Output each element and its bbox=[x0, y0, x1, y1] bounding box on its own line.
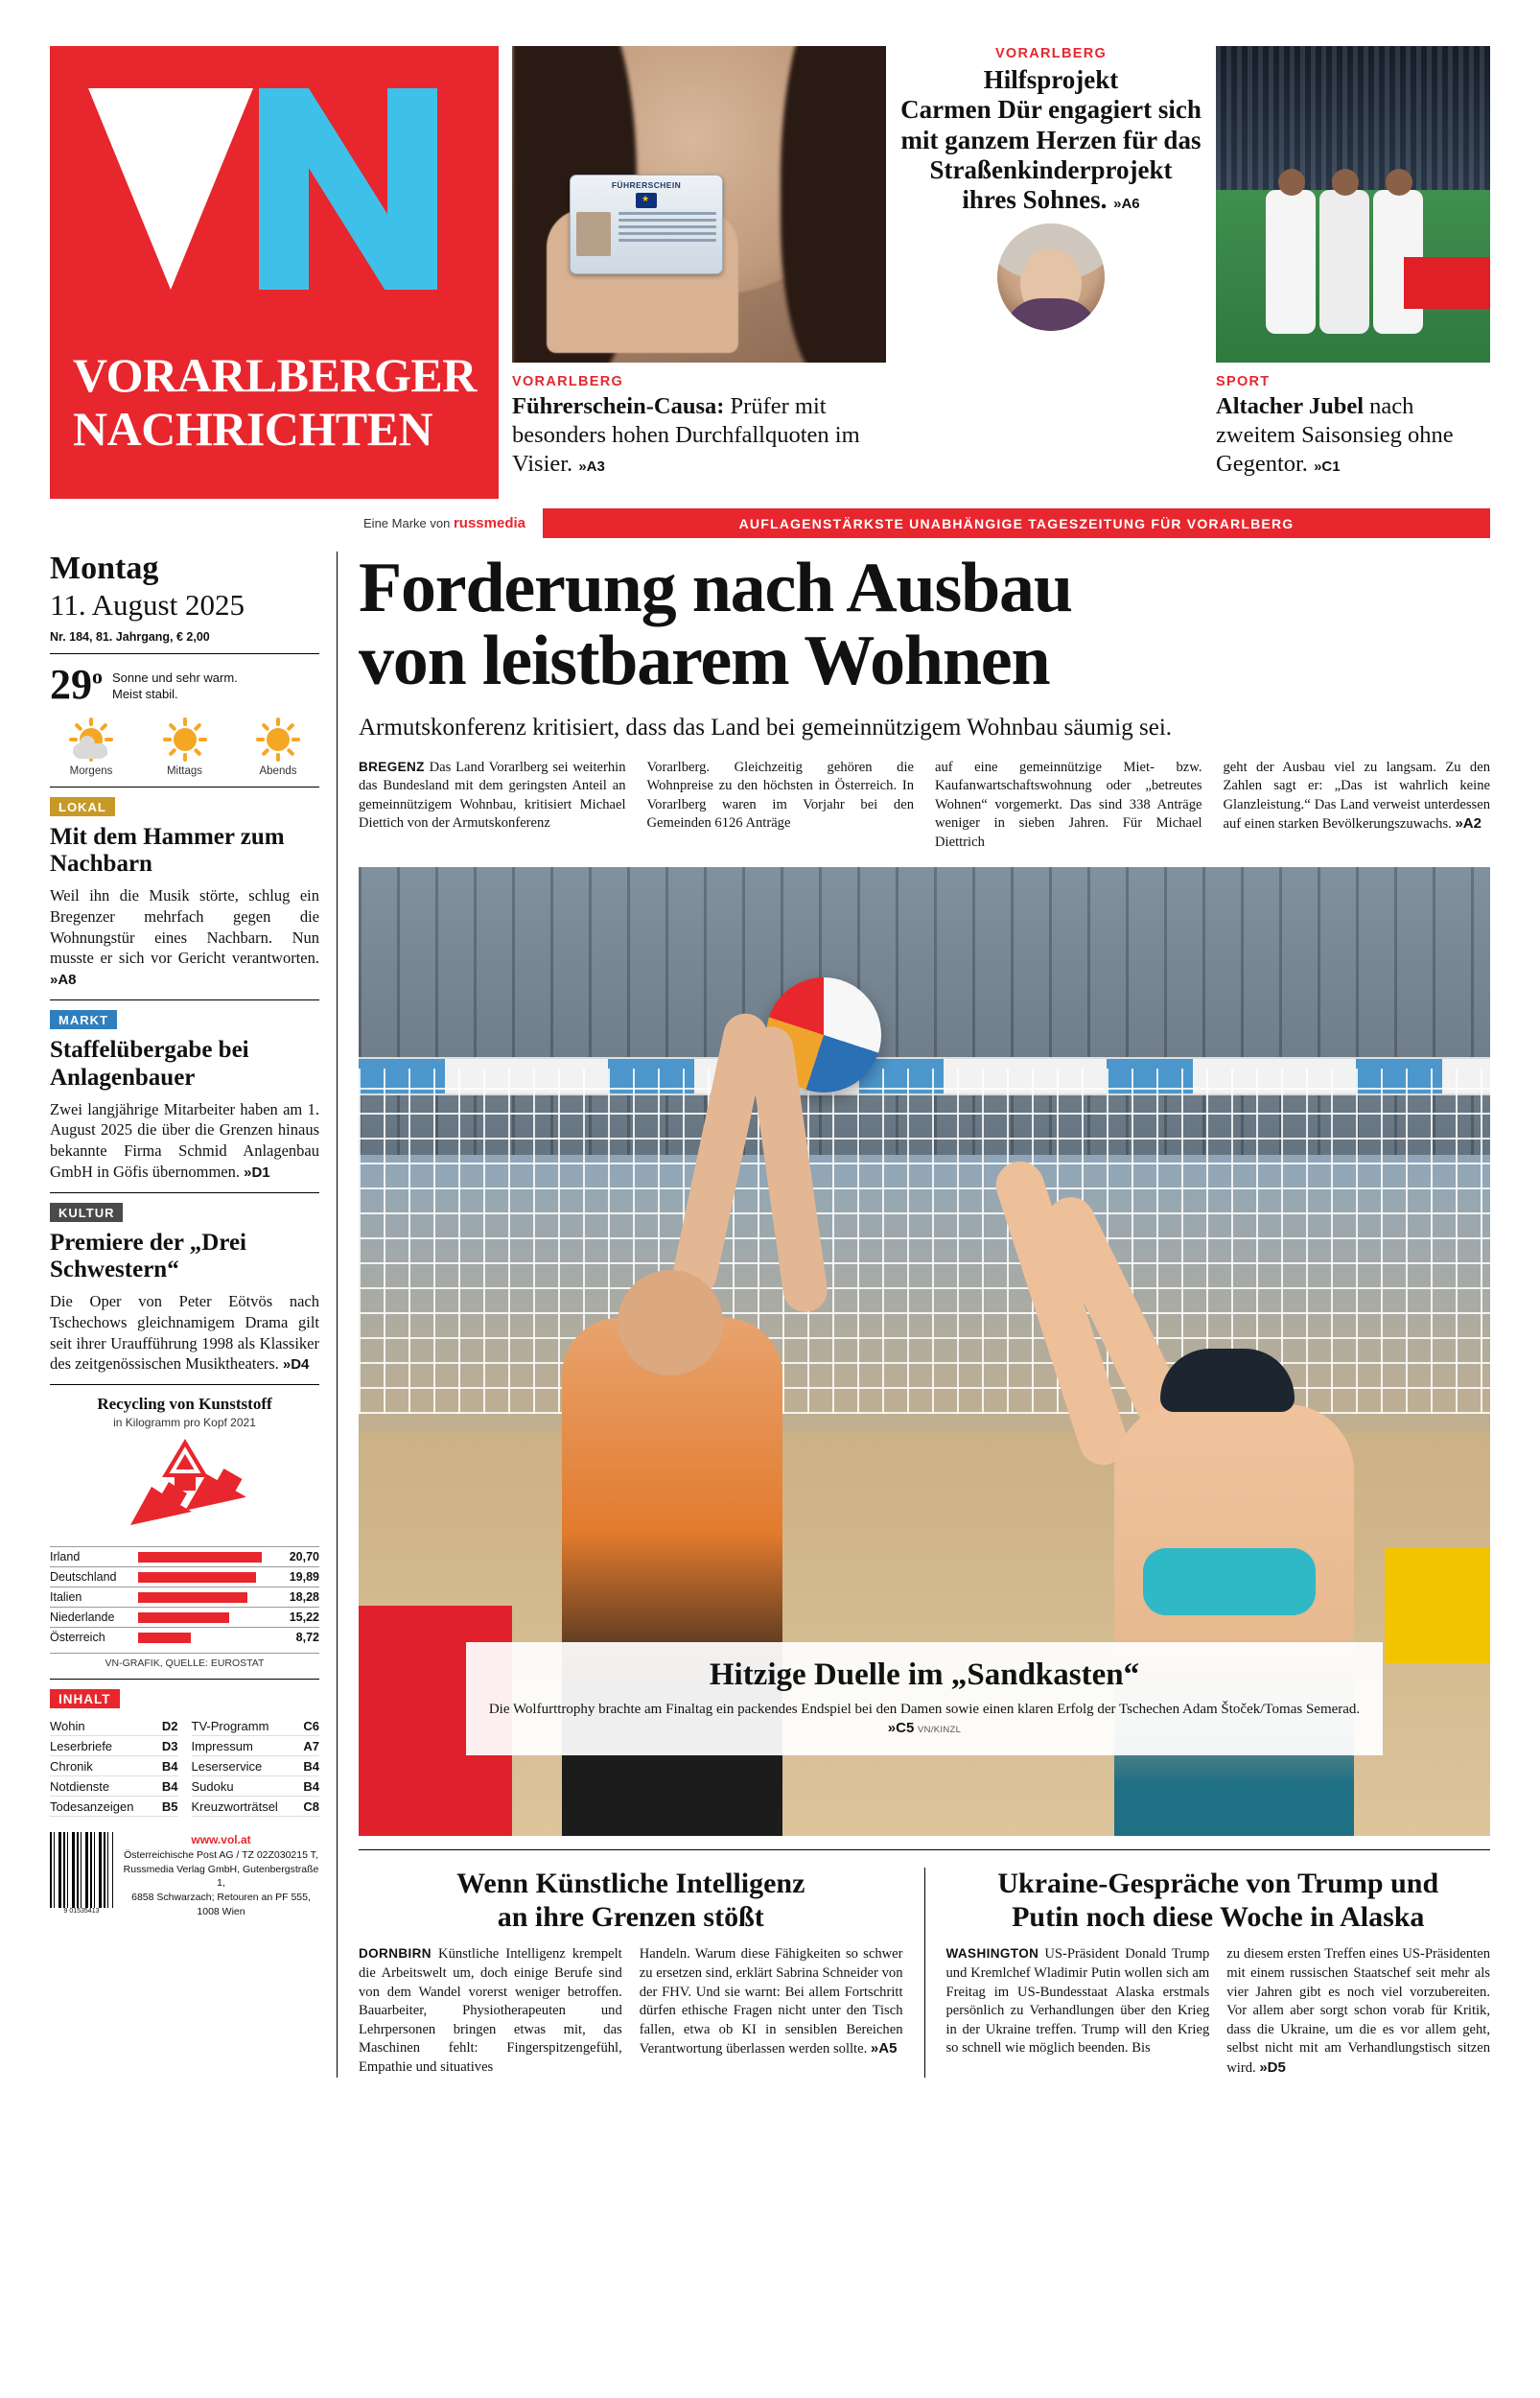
weather-slot-noon bbox=[144, 717, 226, 777]
chart-bar bbox=[138, 1633, 191, 1643]
logo-line-2: NACHRICHTEN bbox=[73, 402, 433, 456]
rule bbox=[359, 1849, 1490, 1850]
weather-slot-label: Mittags bbox=[166, 764, 203, 777]
chart-value: 15,22 bbox=[289, 1610, 319, 1625]
main-headline bbox=[359, 549, 1490, 701]
teaser-left-lead: Führerschein-Causa: bbox=[512, 393, 725, 419]
inhalt-page: B4 bbox=[161, 1758, 178, 1774]
bottom-left-headline-line-1: Wenn Künstliche Intelligenz bbox=[456, 1868, 805, 1900]
imprint-text bbox=[123, 1832, 319, 1918]
teaser-top-row bbox=[512, 46, 1202, 363]
rule bbox=[50, 787, 319, 788]
temp-value: 29 bbox=[50, 660, 92, 708]
weather-slot-label: Morgens bbox=[69, 764, 113, 777]
weather-desc-line1: Sonne und sehr warm. bbox=[112, 670, 238, 685]
teaser-right-text-block[interactable] bbox=[1216, 374, 1490, 479]
photo-player-top bbox=[1143, 1548, 1316, 1615]
logo-v-shape bbox=[88, 88, 253, 290]
rule bbox=[50, 1679, 319, 1680]
rail-item-headline: Staffelübergabe bei Anlagenbauer bbox=[50, 1037, 249, 1091]
photo-caption-ref[interactable]: »C5 bbox=[887, 1720, 915, 1737]
inhalt-page: B4 bbox=[303, 1758, 319, 1774]
inhalt-row[interactable] bbox=[192, 1716, 320, 1736]
teaser-middle-ref[interactable]: »A6 bbox=[1113, 196, 1140, 213]
licence-card-header: FÜHRERSCHEIN bbox=[611, 180, 682, 190]
inhalt-page: B4 bbox=[303, 1778, 319, 1794]
main-story-ref[interactable]: »A2 bbox=[1455, 815, 1482, 833]
bottom-left-headline bbox=[359, 1868, 903, 1934]
teaser-right-lead: Altacher Jubel bbox=[1216, 393, 1365, 419]
weather-widget bbox=[50, 660, 319, 708]
main-story-col-2: Vorarlberg. Gleichzeitig gehören die Wohnpreise zu den höchsten in Österreich. In Vorarlberg waren im Vorjahr bei den Gemeinden 6126 Anträge bbox=[646, 759, 914, 832]
licence-photo bbox=[576, 212, 611, 256]
rail-item-ref[interactable]: »D4 bbox=[282, 1356, 310, 1374]
banner-row bbox=[50, 508, 1490, 538]
tagline-banner: AUFLAGENSTÄRKSTE UNABHÄNGIGE TAGESZEITUNG FÜR VORARLBERG bbox=[543, 508, 1490, 538]
sun-cloud-icon bbox=[69, 717, 113, 762]
main-photo-beach-volleyball bbox=[359, 867, 1490, 1836]
main-headline-line-1: Forderung nach Ausbau bbox=[359, 549, 1072, 627]
inhalt-row[interactable] bbox=[50, 1736, 178, 1756]
pitch-advertising-board bbox=[1404, 257, 1490, 309]
bottom-right-headline-line-2: Putin noch diese Woche in Alaska bbox=[1012, 1900, 1425, 1933]
teaser-left-text bbox=[512, 392, 886, 479]
inhalt-page: C6 bbox=[303, 1718, 319, 1733]
inhalt-row[interactable] bbox=[50, 1716, 178, 1736]
photo-net-mesh bbox=[359, 1069, 1490, 1414]
barcode-number: 9 01535413 bbox=[50, 1908, 113, 1915]
table-of-contents bbox=[50, 1689, 319, 1817]
teaser-middle-portrait bbox=[997, 223, 1105, 331]
driving-licence-card bbox=[570, 175, 723, 274]
publication-date: 11. August 2025 bbox=[50, 587, 245, 622]
bottom-left-dateline: DORNBIRN bbox=[359, 1946, 432, 1962]
weather-slot-label: Abends bbox=[259, 764, 297, 777]
teaser-left-fuehrerschein[interactable] bbox=[512, 374, 886, 479]
chart-bar-row bbox=[50, 1546, 319, 1566]
main-story-dateline: BREGENZ bbox=[359, 759, 425, 774]
chart-bar bbox=[138, 1572, 256, 1583]
football-player bbox=[1319, 190, 1369, 334]
inhalt-name: Kreuzworträtsel bbox=[191, 1798, 278, 1814]
rail-item-kultur[interactable] bbox=[50, 1203, 319, 1375]
recycling-icon bbox=[50, 1433, 319, 1539]
brand-note-prefix: Eine Marke von bbox=[363, 516, 454, 530]
teaser-right-ref[interactable]: »C1 bbox=[1314, 458, 1341, 476]
vn-logo-mark bbox=[71, 63, 478, 351]
main-subheadline: Armutskonferenz kritisiert, dass das Land bei gemeinnützigem Wohnbau säumig sei. bbox=[359, 715, 1173, 741]
rail-item-text: Zwei langjährige Mitarbeiter haben am 1. August 2025 die über die Grenzen hinaus bekannte Firma Schmid Anlagenbau GmbH in Göfis übernommen. bbox=[50, 1099, 319, 1181]
chart-category: Niederlande bbox=[50, 1610, 115, 1625]
teaser-middle-kicker: VORARLBERG bbox=[994, 46, 1108, 61]
photo-credit: VN/KINZL bbox=[918, 1725, 962, 1736]
bottom-right-ref[interactable]: »D5 bbox=[1259, 2058, 1286, 2076]
inhalt-page: D2 bbox=[161, 1718, 178, 1733]
teaser-right-column bbox=[1216, 46, 1490, 499]
teaser-left-body: Prüfer mit besonders hohen Durchfallquoten im Visier. bbox=[512, 393, 860, 478]
inhalt-row[interactable] bbox=[50, 1756, 178, 1776]
chart-value: 8,72 bbox=[295, 1631, 319, 1645]
temp-degree: o bbox=[92, 664, 103, 689]
rail-item-ref[interactable]: »A8 bbox=[50, 972, 77, 989]
imprint-line-1: Österreichische Post AG / TZ 02Z030215 T, bbox=[124, 1849, 318, 1862]
teaser-bottom-row bbox=[512, 374, 1202, 479]
bottom-right-headline-line-1: Ukraine-Gespräche von Trump und bbox=[997, 1868, 1439, 1900]
imprint-block bbox=[50, 1832, 319, 1918]
bottom-left-col1-text: Künstliche Intelligenz krempelt die Arbeitswelt um, doch einige Berufe sind von dem Wandel vorerst weniger betroffen. Bauarbeiter, Physiotherapeuten und Lehrpersonen bringen etwas mit, das Maschinen fehlt: Fingerspitzengefühl, Empathie und situatives bbox=[359, 1946, 622, 2075]
chart-bars bbox=[50, 1546, 319, 1647]
inhalt-row[interactable] bbox=[192, 1776, 320, 1797]
teaser-middle-title-rest: Carmen Dür engagiert sich mit ganzem Herzen für das Straßenkinderprojekt ihres Sohnes. bbox=[900, 95, 1202, 215]
section-label-markt: MARKT bbox=[50, 1010, 117, 1029]
bottom-articles bbox=[359, 1868, 1490, 2078]
inhalt-page: B4 bbox=[161, 1778, 178, 1794]
chart-bar-row bbox=[50, 1587, 319, 1607]
inhalt-name: TV-Programm bbox=[191, 1718, 269, 1733]
bottom-right-col-1 bbox=[946, 1945, 1210, 2078]
teaser-left-ref[interactable]: »A3 bbox=[578, 458, 605, 476]
photo-player-cap bbox=[1160, 1349, 1295, 1412]
inhalt-row[interactable] bbox=[50, 1797, 178, 1817]
website-url[interactable]: www.vol.at bbox=[191, 1833, 251, 1847]
rail-item-text: Weil ihn die Musik störte, schlug ein Bregenzer mehrfach gegen die Wohnungstür eines Nachbarn. Nun musste er sich vor Gericht verantworten. bbox=[50, 886, 319, 968]
bottom-left-col-1 bbox=[359, 1945, 622, 2077]
inhalt-row[interactable] bbox=[192, 1736, 320, 1756]
stadium-crowd bbox=[1216, 46, 1490, 190]
weather-slot-evening bbox=[237, 717, 319, 777]
rail-item-body bbox=[50, 885, 319, 990]
chart-bar-row bbox=[50, 1566, 319, 1587]
main-story-col4-text: geht der Ausbau viel zu langsam. Zu den Zahlen sagt er: „Das ist wahrlich keine Glanzleistung.“ Das Land verweist unterdessen auf einen starken Bevölkerungszuwachs. bbox=[1223, 759, 1490, 833]
main-layout bbox=[50, 549, 1490, 2078]
bottom-left-col-2 bbox=[640, 1945, 903, 2077]
photo-caption-title: Hitzige Duelle im „Sandkasten“ bbox=[709, 1657, 1140, 1692]
inhalt-name: Wohin bbox=[50, 1718, 85, 1733]
chart-bar-row bbox=[50, 1607, 319, 1627]
chart-bar bbox=[138, 1612, 229, 1623]
section-label-kultur: KULTUR bbox=[50, 1203, 123, 1222]
inhalt-page: A7 bbox=[303, 1738, 319, 1753]
weather-temperature bbox=[50, 660, 103, 708]
portrait-body bbox=[1003, 298, 1099, 331]
teaser-hair-right bbox=[781, 46, 886, 363]
weather-description bbox=[112, 664, 238, 703]
bottom-article-ukraine[interactable] bbox=[946, 1868, 1491, 2078]
chart-value: 18,28 bbox=[289, 1590, 319, 1605]
inhalt-page: B5 bbox=[161, 1798, 178, 1814]
recycling-chart bbox=[50, 1395, 319, 1669]
inhalt-name: Impressum bbox=[191, 1738, 253, 1753]
teaser-image-fuehrerschein bbox=[512, 46, 886, 363]
main-story-col1-text: Das Land Vorarlberg sei weiterhin das Bundesland mit dem geringsten Anteil an gemeinnützigem Wohnbau, kritisiert Michael Diettich von der Armutskonferenz bbox=[359, 759, 626, 832]
chart-bar bbox=[138, 1552, 262, 1563]
chart-bar-row bbox=[50, 1627, 319, 1647]
rule bbox=[50, 653, 319, 654]
inhalt-name: Sudoku bbox=[191, 1778, 234, 1794]
logo-wordmark bbox=[50, 348, 499, 456]
main-story-columns bbox=[359, 759, 1490, 853]
football-player bbox=[1266, 190, 1316, 334]
imprint-line-2: Russmedia Verlag GmbH, Gutenbergstraße 1, bbox=[123, 1863, 319, 1890]
teaser-center-column bbox=[512, 46, 1202, 499]
chart-title: Recycling von Kunststoff bbox=[97, 1395, 272, 1414]
teaser-middle-title-lead: Hilfsprojekt bbox=[983, 65, 1119, 94]
masthead bbox=[50, 0, 1490, 499]
photo-player-right bbox=[1114, 1404, 1354, 1836]
inhalt-name: Leserservice bbox=[191, 1758, 263, 1774]
chart-category: Irland bbox=[50, 1550, 81, 1564]
content-column bbox=[338, 549, 1490, 2078]
bottom-left-columns bbox=[359, 1945, 903, 2077]
chart-subtitle: in Kilogramm pro Kopf 2021 bbox=[113, 1416, 256, 1430]
teaser-right-kicker: SPORT bbox=[1216, 374, 1271, 389]
brand-note bbox=[50, 515, 529, 531]
main-story-col-4 bbox=[1224, 759, 1491, 853]
inhalt-row[interactable] bbox=[50, 1776, 178, 1797]
chart-bar bbox=[138, 1592, 247, 1603]
rail-item-ref[interactable]: »D1 bbox=[244, 1164, 270, 1181]
rule bbox=[50, 999, 319, 1000]
issue-info: Nr. 184, 81. Jahrgang, € 2,00 bbox=[50, 629, 210, 644]
inhalt-name: Chronik bbox=[50, 1758, 93, 1774]
publication-day: Montag bbox=[50, 551, 159, 586]
teaser-image-altach bbox=[1216, 46, 1490, 363]
teaser-middle-hilfsprojekt[interactable] bbox=[899, 46, 1202, 363]
inhalt-page: D3 bbox=[161, 1738, 178, 1753]
newspaper-logo bbox=[50, 46, 499, 499]
main-story-col-1 bbox=[359, 759, 626, 853]
rail-item-headline: Premiere der „Drei Schwestern“ bbox=[50, 1229, 247, 1283]
teaser-middle-title bbox=[899, 65, 1202, 216]
bottom-left-ref[interactable]: »A5 bbox=[870, 2040, 898, 2057]
rail-item-headline: Mit dem Hammer zum Nachbarn bbox=[50, 823, 285, 878]
chart-value: 20,70 bbox=[289, 1550, 319, 1564]
photo-caption-body: Die Wolfurttrophy brachte am Finaltag ein packendes Endspiel bei den Damen sowie einen klaren Erfolg der Tschechen Adam Štoček/Tomas Semerad. bbox=[488, 1701, 1361, 1717]
inhalt-label: INHALT bbox=[50, 1689, 120, 1708]
teaser-right-text bbox=[1216, 392, 1490, 479]
inhalt-grid bbox=[50, 1716, 319, 1817]
bottom-right-columns bbox=[946, 1945, 1491, 2078]
rule bbox=[50, 1192, 319, 1193]
photo-player-left bbox=[562, 1318, 782, 1836]
main-story-col-3: auf eine gemeinnützige Miet- bzw. Kaufanwartschaftswohnung oder „betreutes Wohnen“ vorgemerkt. Das sind 338 Anträge weniger in sieben Jahren. Für Michael Diettrich bbox=[935, 759, 1202, 850]
teaser-left-kicker: VORARLBERG bbox=[512, 374, 624, 389]
weather-desc-line2: Meist stabil. bbox=[112, 687, 178, 702]
inhalt-column-right bbox=[192, 1716, 320, 1817]
sun-icon bbox=[163, 717, 207, 762]
inhalt-row[interactable] bbox=[192, 1797, 320, 1817]
chart-value: 19,89 bbox=[289, 1570, 319, 1585]
rail-item-body bbox=[50, 1291, 319, 1375]
licence-text-lines bbox=[618, 212, 716, 246]
sun-icon bbox=[256, 717, 300, 762]
weather-forecast-slots bbox=[50, 717, 319, 777]
bottom-article-ki[interactable] bbox=[359, 1868, 925, 2078]
weather-slot-morning bbox=[50, 717, 132, 777]
bottom-right-col2-text: zu diesem ersten Treffen eines US-Präsidenten mit einem russischen Staatschef seit mehr als vier Jahren gibt es noch viel vorzubereiten. Vor allem aber sorgt schon vorab für Kritik, dass die Ukraine, um die es vor allem geht, selbst nicht mit am Verhandlungstisch sitzen wird. bbox=[1226, 1946, 1490, 2076]
barcode bbox=[50, 1832, 113, 1916]
rail-item-body bbox=[50, 1099, 319, 1183]
inhalt-name: Notdienste bbox=[50, 1778, 110, 1794]
chart-category: Deutschland bbox=[50, 1570, 117, 1585]
logo-line-1: VORARLBERGER bbox=[73, 348, 477, 402]
main-headline-line-2: von leistbarem Wohnen bbox=[359, 622, 1050, 701]
rail-item-text: Die Oper von Peter Eötvös nach Tschechows gleichnamigem Drama gilt seit ihrer Uraufführung 1998 als Klassiker des zeitgenössischen Musiktheaters. bbox=[50, 1292, 319, 1374]
section-label-lokal: LOKAL bbox=[50, 797, 115, 816]
chart-category: Italien bbox=[50, 1590, 82, 1605]
bottom-left-col2-text: Handeln. Warum diese Fähigkeiten so schwer zu ersetzen sind, erklärt Sabrina Schneider von der FHV. Und sie warnt: Bei allem Fortschritt dürfen ethische Fragen nicht unter den Tisch fallen, etwa ob KI in sensiblen Bereichen Verantwortung überlassen werden sollte. bbox=[639, 1946, 903, 2057]
photo-sponsor-banner-right bbox=[1385, 1548, 1490, 1663]
inhalt-name: Todesanzeigen bbox=[50, 1798, 134, 1814]
rule bbox=[50, 1384, 319, 1385]
inhalt-row[interactable] bbox=[192, 1756, 320, 1776]
inhalt-page: C8 bbox=[303, 1798, 319, 1814]
teaser-right-body: nach zweitem Saisonsieg ohne Gegentor. bbox=[1216, 393, 1454, 478]
brand-note-brand: russmedia bbox=[453, 515, 525, 531]
chart-source: VN-GRAFIK, QUELLE: EUROSTAT bbox=[50, 1653, 319, 1669]
logo-n-right-stem bbox=[387, 88, 437, 290]
bottom-left-headline-line-2: an ihre Grenzen stößt bbox=[497, 1900, 764, 1933]
rail-item-markt[interactable] bbox=[50, 1010, 319, 1183]
teaser-bottom-spacer bbox=[899, 374, 1202, 479]
eu-flag-icon bbox=[636, 193, 657, 208]
photo-caption-text bbox=[485, 1700, 1364, 1739]
bottom-right-col-2 bbox=[1226, 1945, 1490, 2078]
left-rail bbox=[50, 552, 338, 2078]
photo-caption-box bbox=[466, 1642, 1383, 1756]
bottom-right-col1-text: US-Präsident Donald Trump und Kremlchef Wladimir Putin wollen sich am Freitag im US-Bundesstaat Alaska erstmals persönlich zu Verhandlungen über den Krieg in der Ukraine treffen. Trump will den Krieg so schnell wie möglich beenden. Bis bbox=[945, 1946, 1210, 2057]
rail-item-lokal[interactable] bbox=[50, 797, 319, 990]
inhalt-name: Leserbriefe bbox=[50, 1738, 113, 1753]
chart-category: Österreich bbox=[50, 1631, 105, 1645]
imprint-line-3: 6858 Schwarzach; Retouren an PF 555, 1008 Wien bbox=[131, 1892, 311, 1917]
bottom-right-headline bbox=[946, 1868, 1491, 1934]
inhalt-column-left bbox=[50, 1716, 178, 1817]
bottom-right-dateline: WASHINGTON bbox=[945, 1946, 1039, 1962]
